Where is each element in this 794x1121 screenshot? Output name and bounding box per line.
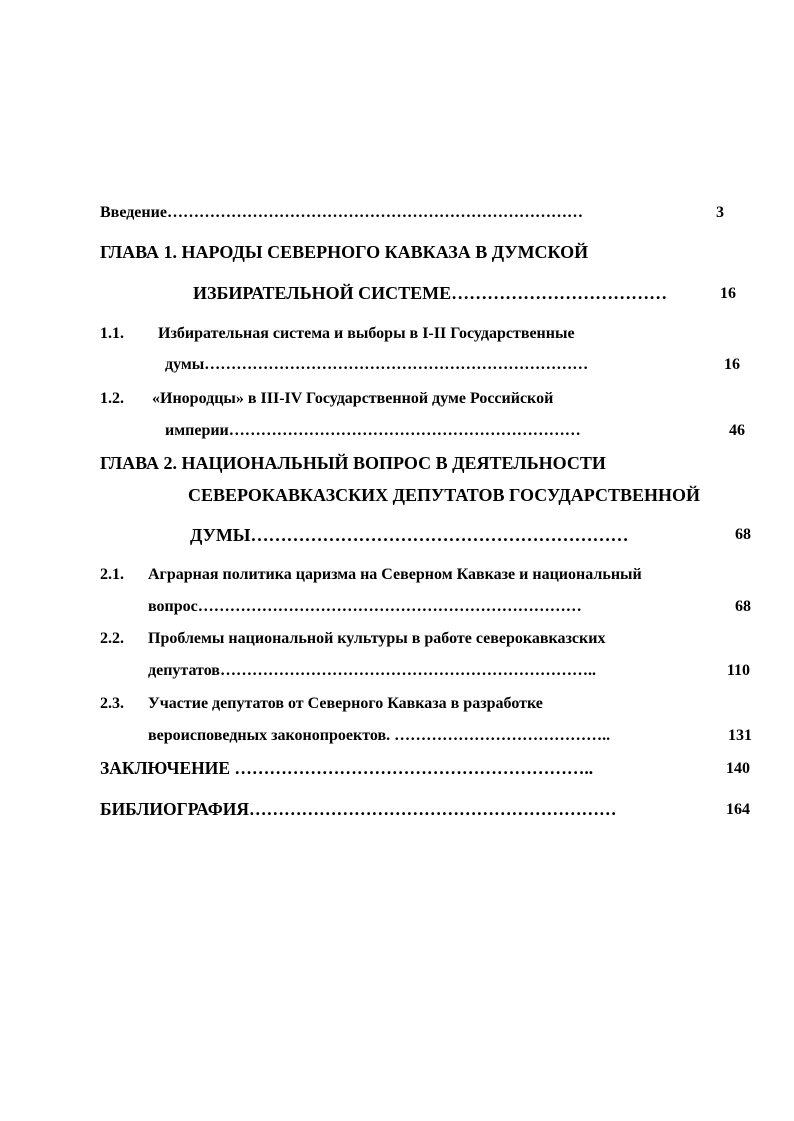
- chapter-2-title-line2: СЕВЕРОКАВКАЗСКИХ ДЕПУТАТОВ ГОСУДАРСТВЕННОЙ: [188, 485, 701, 505]
- chapter-2-page: 68: [735, 526, 751, 543]
- chapter-1-title-line2: ИЗБИРАТЕЛЬНОЙ СИСТЕМЕ………………………………: [193, 283, 668, 303]
- toc-bibliography-label: БИБЛИОГРАФИЯ………………………………………………………: [100, 799, 617, 819]
- section-2-1-page: 68: [735, 598, 751, 615]
- section-2-2-page: 110: [726, 662, 750, 679]
- chapter-2-title-line1: ГЛАВА 2. НАЦИОНАЛЬНЫЙ ВОПРОС В ДЕЯТЕЛЬНОСТИ: [100, 453, 606, 473]
- toc-conclusion-page: 140: [726, 760, 750, 777]
- chapter-1-title-line1: ГЛАВА 1. НАРОДЫ СЕВЕРНОГО КАВКАЗА В ДУМСКОЙ: [100, 242, 589, 262]
- section-2-2-number: 2.2.: [100, 630, 124, 647]
- section-1-1-title-line2: думы………………………………………………………………: [165, 356, 589, 373]
- section-1-1-number: 1.1.: [100, 325, 124, 342]
- toc-intro-page: 3: [716, 204, 724, 221]
- toc-conclusion-label: ЗАКЛЮЧЕНИЕ ……………………………………………………..: [100, 758, 594, 778]
- section-1-2-title-line1: «Инородцы» в III-IV Государственной думе Российской: [152, 390, 554, 407]
- section-2-2-title-line2: депутатов……………………………………………………………..: [148, 662, 596, 679]
- chapter-2-title-line3: ДУМЫ………………………………………………………: [190, 525, 629, 545]
- section-1-2-page: 46: [729, 422, 745, 439]
- section-1-1-title-line1: Избирательная система и выборы в I-II Государственные: [158, 325, 575, 342]
- toc-bibliography-page: 164: [726, 801, 750, 818]
- toc-intro-label: Введение……………………………………………………………………: [100, 204, 583, 221]
- chapter-1-page: 16: [720, 285, 736, 302]
- section-2-3-number: 2.3.: [100, 695, 124, 712]
- section-2-3-title-line1: Участие депутатов от Северного Кавказа в разработке: [148, 695, 543, 712]
- section-2-1-number: 2.1.: [100, 566, 124, 583]
- section-2-1-title-line1: Аграрная политика царизма на Северном Кавказе и национальный: [148, 566, 642, 583]
- section-1-2-number: 1.2.: [100, 390, 124, 407]
- section-2-2-title-line1: Проблемы национальной культуры в работе северокавказских: [148, 630, 606, 647]
- section-1-2-title-line2: империи…………………………………………………………: [165, 422, 581, 439]
- section-2-3-page: 131: [728, 727, 752, 744]
- section-2-3-title-line2: вероисповедных законопроектов. …………………………………..: [148, 727, 611, 744]
- section-1-1-page: 16: [724, 356, 740, 373]
- section-2-1-title-line2: вопрос………………………………………………………………: [148, 598, 582, 615]
